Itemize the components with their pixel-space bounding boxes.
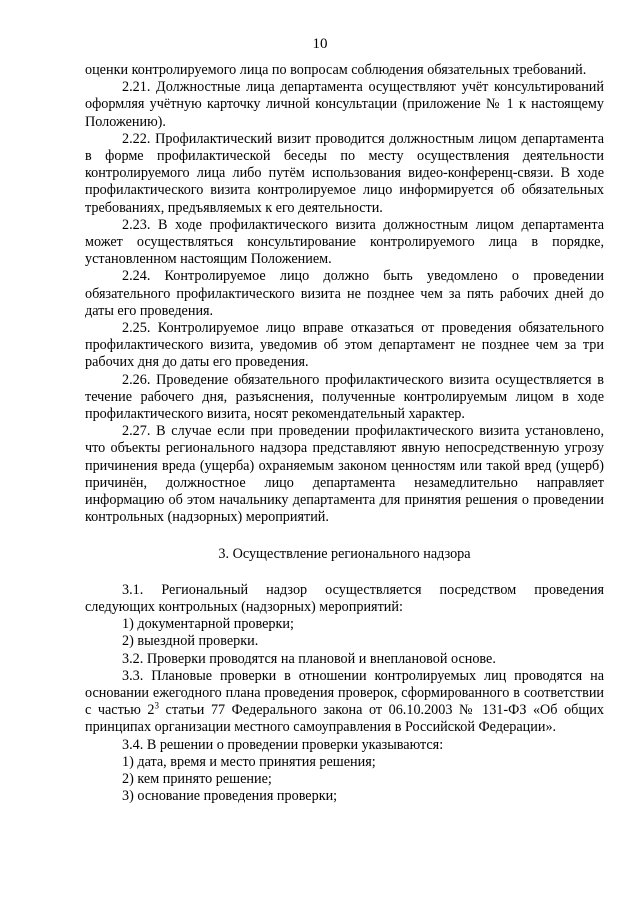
paragraph-3-3-text-start: 3.3. Плановые проверки в отношении контролируемых лиц проводятся на основании ежегодного плана проведения проверок, сформированного в соответствии с частью 2 bbox=[85, 667, 604, 719]
paragraph-2-26: 2.26. Проведение обязательного профилактического визита осуществляется в течение рабочего дня, разъяснения, полученные контролируемым лицом в ходе профилактического визита, носят рекомендательный характер. bbox=[85, 371, 604, 423]
list-item-3-4-2: 2) кем принято решение; bbox=[122, 770, 272, 787]
paragraph-3-3-text-end: статьи 77 Федерального закона от 06.10.2003 № 131-ФЗ «Об общих принципах организации местного самоуправления в Российской Федерации». bbox=[85, 702, 604, 736]
paragraph-2-25: 2.25. Контролируемое лицо вправе отказаться от проведения обязательного профилактического визита, уведомив об этом департамент не позднее чем за три рабочих дня до даты его проведения. bbox=[85, 320, 604, 371]
paragraph-2-21: 2.21. Должностные лица департамента осуществляют учёт консультирований оформляя учётную карточку личной консультации (приложение № 1 к настоящему Положению). bbox=[85, 79, 604, 130]
section-heading: 3. Осуществление регионального надзора bbox=[218, 546, 471, 563]
list-item-3-1-1: 1) документарной проверки; bbox=[122, 616, 294, 633]
list-item-3-4-3: 3) основание проведения проверки; bbox=[122, 788, 338, 805]
paragraph-2-24: 2.24. Контролируемое лицо должно быть уведомлено о проведении обязательного профилактического визита не позднее чем за пять рабочих дней до даты его проведения. bbox=[85, 268, 604, 319]
list-item-3-4-1: 1) дата, время и место принятия решения; bbox=[122, 753, 376, 770]
paragraph-3-3 bbox=[85, 668, 604, 737]
paragraph-continuation: оценки контролируемого лица по вопросам соблюдения обязательных требований. bbox=[85, 62, 587, 78]
paragraph-2-23: 2.23. В ходе профилактического визита должностным лицом департамента может осуществляться консультирование контролируемого лица в порядке, установленном настоящим Положением. bbox=[85, 216, 604, 268]
page-number: 10 bbox=[312, 36, 328, 52]
paragraph-3-4: 3.4. В решении о проведении проверки указываются: bbox=[122, 736, 444, 753]
paragraph-3-1: 3.1. Региональный надзор осуществляется посредством проведения следующих контрольных (надзорных) мероприятий: bbox=[85, 581, 604, 615]
list-item-3-1-2: 2) выездной проверки. bbox=[122, 633, 259, 650]
paragraph-2-27: 2.27. В случае если при проведении профилактического визита установлено, что объекты регионального надзора представляют явную непосредственную угрозу причинения вреда (ущерба) охраняемым законом ценностям или такой вред (ущерб) причинён, должностное лицо департамента незамедлительно направляет информацию об этом начальнику департамента для принятия решения о проведении контрольных (надзорных) мероприятий. bbox=[85, 423, 604, 526]
paragraph-3-2: 3.2. Проверки проводятся на плановой и внеплановой основе. bbox=[122, 650, 496, 667]
superscript-part-number: 3 bbox=[154, 700, 159, 711]
paragraph-2-22: 2.22. Профилактический визит проводится должностным лицом департамента в форме профилактической беседы по месту осуществления деятельности контролируемого лица либо путём использования видео-конференц-связи. В ходе профилактического визита контролируемое лицо информируется об обязательных требованиях, предъявляемых к его деятельности. bbox=[85, 130, 604, 216]
document-body bbox=[85, 62, 604, 805]
